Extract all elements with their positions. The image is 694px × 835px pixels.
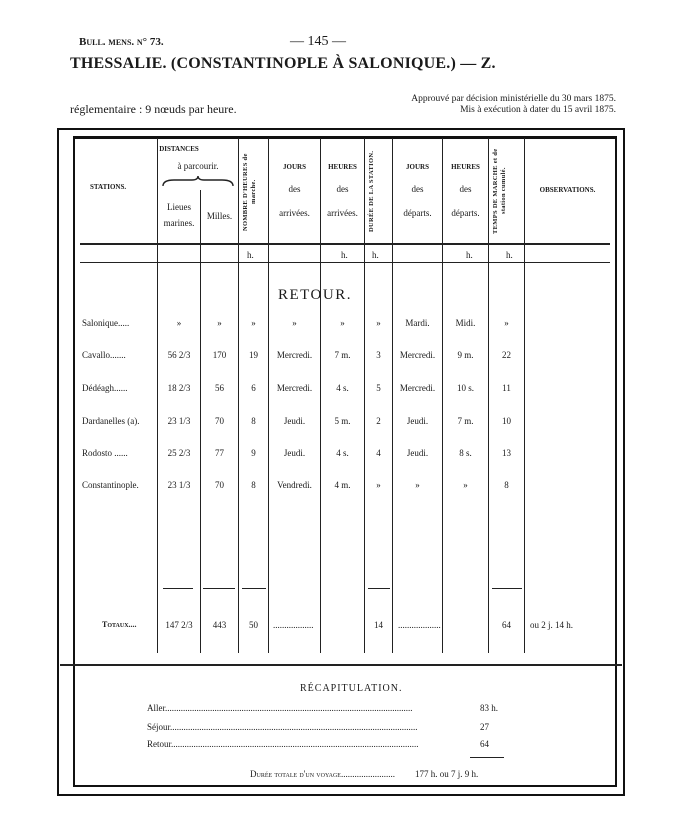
sum-rule: [492, 588, 522, 589]
cell-lieues: 25 2/3: [167, 448, 191, 458]
cell-duree: 2: [376, 416, 381, 426]
totals-label: Totaux....: [102, 620, 137, 629]
cell-milles: »: [217, 318, 222, 328]
approval-note: Approuvé par décision ministérielle du 30 mars 1875. Mis à exécution à dater du 15 avril 1875.: [411, 94, 616, 115]
col-header-jours-arrivees-sub: arrivées.: [279, 208, 310, 218]
recap-total-row: [250, 769, 478, 779]
col-rule: [364, 138, 365, 653]
unit-h: h.: [466, 250, 473, 260]
col-rule: [157, 138, 158, 653]
unit-h: h.: [506, 250, 513, 260]
totals-observation: ou 2 j. 14 h.: [530, 620, 574, 630]
brace-icon: [162, 176, 234, 188]
totals-duree: 14: [374, 620, 383, 630]
sum-rule: [163, 588, 193, 589]
cell-cumul: 8: [504, 480, 509, 490]
cell-heure-dep: Midi.: [455, 318, 476, 328]
cell-heure-arr: 7 m.: [334, 350, 351, 360]
recap-label: Séjour: [147, 722, 171, 732]
cell-heure-arr: 4 m.: [334, 480, 351, 490]
col-header-jours-arrivees: JOURS: [283, 163, 306, 171]
col-header-jours-departs-des: des: [411, 184, 424, 194]
col-header-stations: STATIONS.: [90, 183, 127, 191]
station-name: Cavallo.......: [82, 350, 126, 360]
cell-heures: 9: [251, 448, 256, 458]
cell-heure-arr: 4 s.: [336, 383, 349, 393]
col-header-milles: Milles.: [206, 211, 233, 221]
recap-row-sejour: [147, 722, 477, 732]
page-number: — 145 —: [290, 34, 346, 49]
col-header-lieues-sub: marines.: [163, 218, 195, 228]
leader-dots: ..............................................................................................................: [170, 722, 418, 732]
cell-heures: »: [251, 318, 256, 328]
cell-duree: »: [376, 480, 381, 490]
recap-title: RÉCAPITULATION.: [300, 683, 403, 694]
col-header-heures-arrivees-sub: arrivées.: [327, 208, 358, 218]
cell-duree: 5: [376, 383, 381, 393]
cell-jour-dep: Mercredi.: [399, 350, 436, 360]
station-name: Constantinople.: [82, 480, 139, 490]
recap-label: Aller: [147, 703, 165, 713]
cell-milles: 70: [215, 416, 224, 426]
cell-jour-arr: Mercredi.: [276, 383, 313, 393]
col-rule: [238, 138, 239, 653]
cell-jour-arr: Jeudi.: [283, 448, 306, 458]
cell-lieues: 23 1/3: [167, 416, 191, 426]
sum-rule: [368, 588, 390, 589]
recap-total-value: 177 h. ou 7 j. 9 h.: [414, 769, 479, 779]
sum-rule: [203, 588, 235, 589]
cell-jour-arr: Mercredi.: [276, 350, 313, 360]
col-header-temps-marche: TEMPS DE MARCHE et de station cumulé.: [492, 148, 507, 234]
recap-row-retour: [147, 739, 477, 749]
cell-heures: 19: [249, 350, 258, 360]
cell-lieues: 56 2/3: [167, 350, 191, 360]
col-header-observations: OBSERVATIONS.: [539, 186, 596, 194]
recap-row-aller: [147, 703, 477, 713]
totals-cumul: 64: [502, 620, 511, 630]
totals-dots: ...................: [398, 620, 441, 630]
cell-heures: 8: [251, 480, 256, 490]
cell-milles: 70: [215, 480, 224, 490]
cell-duree: »: [376, 318, 381, 328]
cell-jour-arr: Vendredi.: [277, 480, 312, 490]
bulletin-reference: Bull. mens. n° 73.: [79, 36, 164, 48]
unit-h: h.: [372, 250, 379, 260]
cell-duree: 3: [376, 350, 381, 360]
cell-cumul: 22: [502, 350, 511, 360]
recap-value: 83 h.: [480, 703, 498, 713]
cell-heure-dep: »: [463, 480, 468, 490]
cell-milles: 170: [212, 350, 227, 360]
col-header-distances-sub: à parcourir.: [177, 161, 219, 171]
cell-lieues: 18 2/3: [167, 383, 191, 393]
cell-jour-dep: Mercredi.: [399, 383, 436, 393]
cell-heure-dep: 7 m.: [457, 416, 474, 426]
cell-cumul: 13: [502, 448, 511, 458]
totals-milles: 443: [212, 620, 227, 630]
cell-jour-dep: »: [415, 480, 420, 490]
totals-dots: ..................: [273, 620, 314, 630]
col-header-heures-arrivees: HEURES: [328, 163, 357, 171]
cell-milles: 77: [215, 448, 224, 458]
recap-value: 27: [480, 722, 489, 732]
cell-heure-dep: 8 s.: [459, 448, 472, 458]
unit-h: h.: [341, 250, 348, 260]
cell-cumul: 11: [502, 383, 511, 393]
leader-dots: ..............................................................................................................: [165, 703, 413, 713]
cell-jour-dep: Jeudi.: [406, 416, 429, 426]
leader-dots: ..............................................................................................................: [171, 739, 419, 749]
units-rule: [80, 262, 610, 263]
cell-heures: 6: [251, 383, 256, 393]
station-name: Rodosto ......: [82, 448, 128, 458]
cell-cumul: »: [504, 318, 509, 328]
station-name: Dardanelles (a).: [82, 416, 140, 426]
cell-jour-arr: Jeudi.: [283, 416, 306, 426]
cell-jour-dep: Mardi.: [405, 318, 430, 328]
cell-jour-dep: Jeudi.: [406, 448, 429, 458]
station-name: Salonique.....: [82, 318, 130, 328]
cell-duree: 4: [376, 448, 381, 458]
cell-lieues: »: [176, 318, 182, 328]
col-header-distances: DISTANCES: [159, 145, 199, 153]
col-header-lieues: Lieues: [167, 202, 191, 212]
leader-dots: ........................: [340, 769, 395, 779]
col-header-jours-departs-sub: départs.: [403, 208, 432, 218]
col-header-heures-departs-sub: départs.: [451, 208, 480, 218]
cell-heure-arr: »: [340, 318, 345, 328]
col-header-nombre-heures: NOMBRE D'HEURES de marche.: [242, 153, 257, 231]
col-header-jours-departs: JOURS: [406, 163, 429, 171]
col-header-heures-departs-des: des: [459, 184, 472, 194]
cell-jour-arr: »: [292, 318, 297, 328]
col-rule: [488, 138, 489, 653]
page-title: THESSALIE. (CONSTANTINOPLE À SALONIQUE.) — Z.: [70, 55, 496, 72]
station-name: Dédéagh......: [82, 383, 128, 393]
cell-heures: 8: [251, 416, 256, 426]
col-header-jours-arrivees-des: des: [288, 184, 301, 194]
col-header-duree-station: DURÉE DE LA STATION.: [368, 150, 375, 232]
recap-sum-rule: [470, 757, 504, 758]
speed-note: réglementaire : 9 nœuds par heure.: [70, 102, 237, 116]
recap-total-label: Durée totale d'un voyage: [250, 769, 341, 779]
cell-heure-arr: 4 s.: [336, 448, 349, 458]
col-rule: [524, 138, 525, 653]
recap-label: Retour: [147, 739, 171, 749]
sum-rule: [242, 588, 266, 589]
unit-h: h.: [247, 250, 254, 260]
section-title: RETOUR.: [278, 287, 352, 303]
recap-separator-rule: [60, 664, 622, 666]
cell-cumul: 10: [502, 416, 511, 426]
cell-lieues: 23 1/3: [167, 480, 191, 490]
col-header-heures-arrivees-des: des: [336, 184, 349, 194]
col-header-heures-departs: HEURES: [451, 163, 480, 171]
cell-milles: 56: [215, 383, 224, 393]
header-bottom-rule: [80, 243, 610, 245]
totals-lieues: 147 2/3: [165, 620, 193, 630]
totals-heures: 50: [249, 620, 258, 630]
cell-heure-arr: 5 m.: [334, 416, 351, 426]
cell-heure-dep: 10 s.: [456, 383, 474, 393]
cell-heure-dep: 9 m.: [457, 350, 474, 360]
recap-value: 64: [480, 739, 489, 749]
